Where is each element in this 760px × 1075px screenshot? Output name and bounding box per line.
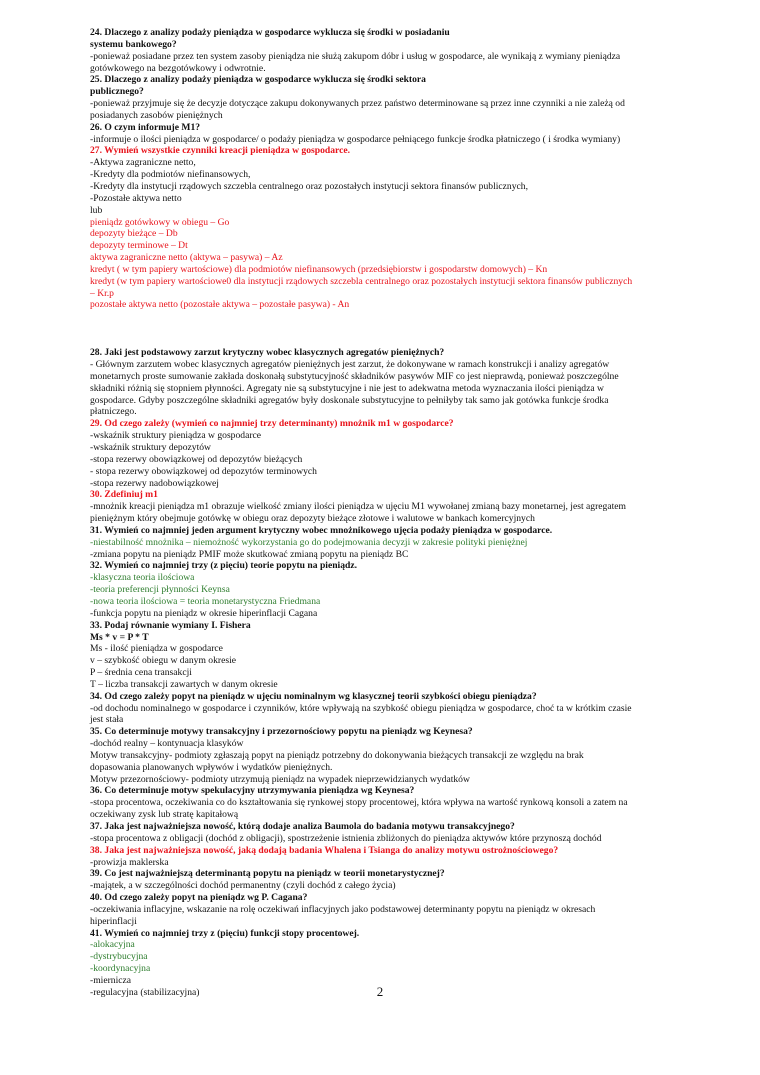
answer-line: -informuje o ilości pieniądza w gospodarce/ o podaży pieniądza w gospodarce pełniącego funkcje środka płatniczego ( i środka wymiany) <box>90 133 621 145</box>
answer-line: -koordynacyjna <box>90 963 151 975</box>
answer-line: pieniądz gotówkowy w obiegu – Go <box>90 216 230 228</box>
answer-line: monetarnych proste sumowanie zakłada doskonałą substytucyjność składników pasywów MIF co jest nieprawdą, ponieważ poszczególne <box>90 370 619 382</box>
question-heading: 40. Od czego zależy popyt na pieniądz wg P. Cagana? <box>90 892 308 904</box>
question-heading: 36. Co determinuje motyw spekulacyjny utrzymywania pieniądza wg Keynesa? <box>90 785 415 797</box>
answer-line: -teoria preferencji płynności Keynsa <box>90 584 230 596</box>
question-heading: 27. Wymień wszystkie czynniki kreacji pieniądza w gospodarce. <box>90 145 351 157</box>
question-heading: 41. Wymień co najmniej trzy z (pięciu) funkcji stopy procentowej. <box>90 927 360 939</box>
answer-line: -ponieważ posiadane przez ten system zasoby pieniądza nie służą zakupom dóbr i usług w gospodarce, ale wynikają z wymiany pieniądza <box>90 50 621 62</box>
answer-line: -Kredyty dla podmiotów niefinansowych, <box>90 169 251 181</box>
answer-line: -prowizja maklerska <box>90 856 169 868</box>
answer-line: hiperinflacji <box>90 915 137 927</box>
answer-line: Ms - ilość pieniądza w gospodarce <box>90 643 223 655</box>
answer-line: – Kr.p <box>90 287 114 299</box>
answer-line: -od dochodu nominalnego w gospodarce i czynników, które wpływają na szybkość obiegu pieniądza w gospodarce, choć ta w krótkim czasie <box>90 702 632 714</box>
answer-line: dopasowania planowanych wpływów i wydatków pieniężnych. <box>90 761 333 773</box>
answer-line: kredyt ( w tym papiery wartościowe) dla podmiotów niefinansowych (przedsiębiorstw i gospodarstw domowych) – Kn <box>90 263 548 275</box>
answer-line: -Kredyty dla instytucji rządowych szczebla centralnego oraz pozostałych instytucji sektora finansów publicznych, <box>90 180 528 192</box>
question-heading: 30. Zdefiniuj m1 <box>90 489 158 501</box>
answer-line: -wskaźnik struktury pieniądza w gospodarce <box>90 430 262 442</box>
question-heading: 38. Jaka jest najważniejsza nowość, jaką dodają badania Whalena i Tsianga do analizy motywu ostrożnościowego? <box>90 844 559 856</box>
questions-block-28-41 <box>90 347 682 998</box>
answer-line: -Aktywa zagraniczne netto, <box>90 157 196 169</box>
answer-line: depozyty terminowe – Dt <box>90 240 188 252</box>
answer-line: -miernicza <box>90 974 132 986</box>
answer-line: v – szybkość obiegu w danym okresie <box>90 655 237 667</box>
answer-line: -Pozostałe aktywa netto <box>90 192 182 204</box>
answer-line: -nowa teoria ilościowa = teoria monetarystyczna Friedmana <box>90 595 321 607</box>
answer-line: -funkcja popytu na pieniądz w okresie hiperinflacji Cagana <box>90 607 318 619</box>
question-heading: publicznego? <box>90 86 144 98</box>
question-heading: 31. Wymień co najmniej jeden argument krytyczny wobec mnożnikowego ujęcia podaży pieniądza w gospodarce. <box>90 524 553 536</box>
answer-line: P – średnia cena transakcji <box>90 667 192 679</box>
answer-line: - Głównym zarzutem wobec klasycznych agregatów pieniężnych jest zarzut, że dokonywane w ramach konstrukcji i analizy agregatów <box>90 359 610 371</box>
answer-line: oczekiwany zysk lub stratę kapitałową <box>90 809 239 821</box>
question-heading: 37. Jaka jest najważniejsza nowość, którą dodaje analiza Baumola do badania motywu transakcyjnego? <box>90 821 515 832</box>
answer-line: -stopa rezerwy nadobowiązkowej <box>90 477 219 489</box>
question-heading: systemu bankowego? <box>90 38 177 50</box>
answer-line: -stopa procentowa z obligacji (dochód z obligacji), spostrzeżenie istnienia zbliżonych do pieniądza aktywów które przynoszą dochód <box>90 832 602 844</box>
answer-line: lub <box>90 204 103 216</box>
answer-line: -stopa procentowa, oczekiwania co do kształtowania się rynkowej stopy procentowej, która wpływa na wartość rynkową konsoli a zatem na <box>90 797 628 809</box>
question-heading: 35. Co determinuje motywy transakcyjny i przezornościowy popytu na pieniądz wg Keynesa? <box>90 726 473 738</box>
question-heading: 29. Od czego zależy (wymień co najmniej trzy determinanty) mnożnik m1 w gospodarce? <box>90 418 454 430</box>
answer-line: -stopa rezerwy obowiązkowej od depozytów bieżących <box>90 453 303 465</box>
answer-line: -majątek, a w szczególności dochód permanentny (czyli dochód z całego życia) <box>90 880 396 892</box>
answer-line: jest stała <box>90 714 124 726</box>
answer-line: -dystrybucyjna <box>90 951 148 963</box>
answer-line: -niestabilność mnożnika – niemożność wykorzystania go do podejmowania decyzji w zakresie polityki pieniężnej <box>90 536 528 548</box>
answer-line: -klasyczna teoria ilościowa <box>90 572 195 584</box>
question-heading: 39. Co jest najważniejszą determinantą popytu na pieniądz w teorii monetarystycznej? <box>90 868 445 880</box>
answer-line: posiadanych zasobów pieniężnych <box>90 109 223 121</box>
answer-line: gotówkowego na bezgotówkowy i odwrotnie. <box>90 62 266 74</box>
answer-line: pieniężnym który obejmuje gotówkę w obiegu oraz depozyty bieżące złotowe i walutowe w bankach komercyjnych <box>90 513 535 525</box>
answer-line: T – liczba transakcji zawartych w danym okresie <box>90 678 278 690</box>
question-heading: 33. Podaj równanie wymiany I. Fishera <box>90 619 251 631</box>
answer-line: kredyt (w tym papiery wartościowe0 dla instytucji rządowych szczebla centralnego oraz pozostałych instytucji sektora finansów publicznych <box>90 275 633 287</box>
answer-line: depozyty bieżące – Db <box>90 228 178 240</box>
answer-line: -oczekiwania inflacyjne, wskazanie na rolę oczekiwań inflacyjnych jako podstawowej determinanty popytu na pieniądz w okresach <box>90 903 596 915</box>
answer-line: -regulacyjna (stabilizacyjna) <box>90 986 200 998</box>
questions-block-24-27 <box>90 27 682 311</box>
question-heading: 28. Jaki jest podstawowy zarzut krytyczny wobec klasycznych agregatów pieniężnych? <box>90 347 445 359</box>
answer-line: składniki różnią się stopniem płynności. Agregaty nie są substytucyjne i nie jest to adekwatna metoda wyznaczania ilości pieniądza w <box>90 382 604 394</box>
answer-line: płatniczego. <box>90 406 137 418</box>
answer-line: -zmiana popytu na pieniądz PMIF może skutkować zmianą popytu na pieniądz BC <box>90 548 409 560</box>
answer-line: -mnożnik kreacji pieniądza m1 obrazuje wielkość zmiany ilości pieniądza w ujęciu M1 wywołanej zmianą bazy monetarnej, jest agregatem <box>90 501 626 513</box>
question-heading: 25. Dlaczego z analizy podaży pieniądza w gospodarce wyklucza się środki sektora <box>90 74 426 86</box>
answer-line: -alokacyjna <box>90 939 135 951</box>
answer-line: - stopa rezerwy obowiązkowej od depozytów terminowych <box>90 465 317 477</box>
page-number: 2 <box>376 984 384 999</box>
answer-line: Motyw transakcyjny- podmioty zgłaszają popyt na pieniądz potrzebny do dokonywania bieżących transakcji ze względu na brak <box>90 749 584 761</box>
page-content <box>90 27 682 999</box>
answer-line: gospodarce. Gdyby poszczególne składniki agregatów były doskonale substytucyjne to pełniłyby tak samo jak gotówka funkcje środka <box>90 394 609 406</box>
answer-line: pozostałe aktywa netto (pozostałe aktywa – pozostałe pasywa) - An <box>90 299 350 311</box>
answer-line: -wskaźnik struktury depozytów <box>90 442 211 453</box>
answer-line: aktywa zagraniczne netto (aktywa – pasywa) – Az <box>90 252 283 264</box>
answer-line: -dochód realny – kontynuacja klasyków <box>90 738 244 750</box>
answer-line: Motyw przezornościowy- podmioty utrzymują pieniądz na wypadek nieprzewidzianych wydatków <box>90 773 470 785</box>
question-heading: 32. Wymień co najmniej trzy (z pięciu) teorie popytu na pieniądz. <box>90 560 357 572</box>
question-heading: Ms * v = P * T <box>90 631 149 643</box>
blank-gap <box>90 311 682 347</box>
question-heading: 34. Od czego zależy popyt na pieniądz w ujęciu nominalnym wg klasycznej teorii szybkości obiegu pieniądza? <box>90 690 537 702</box>
question-heading: 24. Dlaczego z analizy podaży pieniądza w gospodarce wyklucza się środki w posiadaniu <box>90 27 450 38</box>
question-heading: 26. O czym informuje M1? <box>90 121 201 133</box>
answer-line: -ponieważ przyjmuje się że decyzje dotyczące zakupu dokonywanych przez państwo determinowane są przez inne czynniki a nie zależą od <box>90 98 625 110</box>
